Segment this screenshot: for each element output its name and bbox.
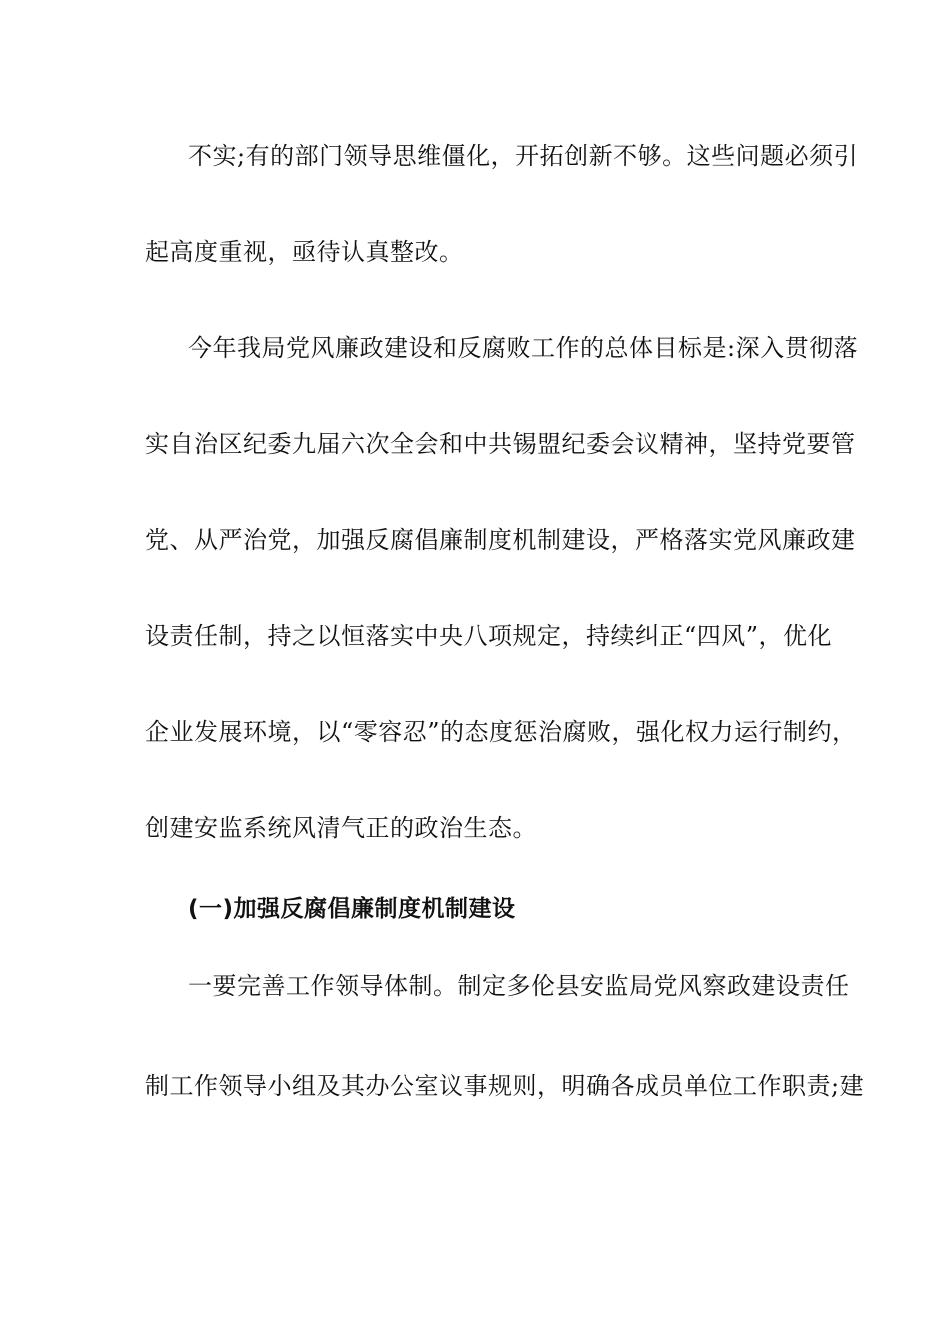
section-heading: (一)加强反腐倡廉制度机制建设 xyxy=(188,896,516,922)
paragraph-line: 实自治区纪委九届六次全会和中共锡盟纪委会议精神，坚持党要管 xyxy=(145,430,856,458)
paragraph-line: 不实;有的部门领导思维僵化，开拓创新不够。这些问题必须引 xyxy=(188,142,859,170)
paragraph-line: 设责任制，持之以恒落实中央八项规定，持续纠正“四风”，优化 xyxy=(145,622,833,650)
paragraph-line: 创建安监系统风清气正的政治生态。 xyxy=(145,814,537,842)
paragraph-line: 企业发展环境，以“零容忍”的态度惩治腐败，强化权力运行制约， xyxy=(145,718,857,746)
paragraph-line: 一要完善工作领导体制。制定多伦县安监局党风察政建设责任 xyxy=(188,972,850,1000)
paragraph-line: 党、从严治党，加强反腐倡廉制度机制建设，严格落实党风廉政建 xyxy=(145,526,856,554)
paragraph-line: 制工作领导小组及其办公室议事规则，明确各成员单位工作职责;建 xyxy=(145,1072,865,1100)
paragraph-line: 起高度重视，亟待认真整改。 xyxy=(145,238,464,266)
paragraph-line: 今年我局党风廉政建设和反腐败工作的总体目标是:深入贯彻落 xyxy=(188,334,859,362)
